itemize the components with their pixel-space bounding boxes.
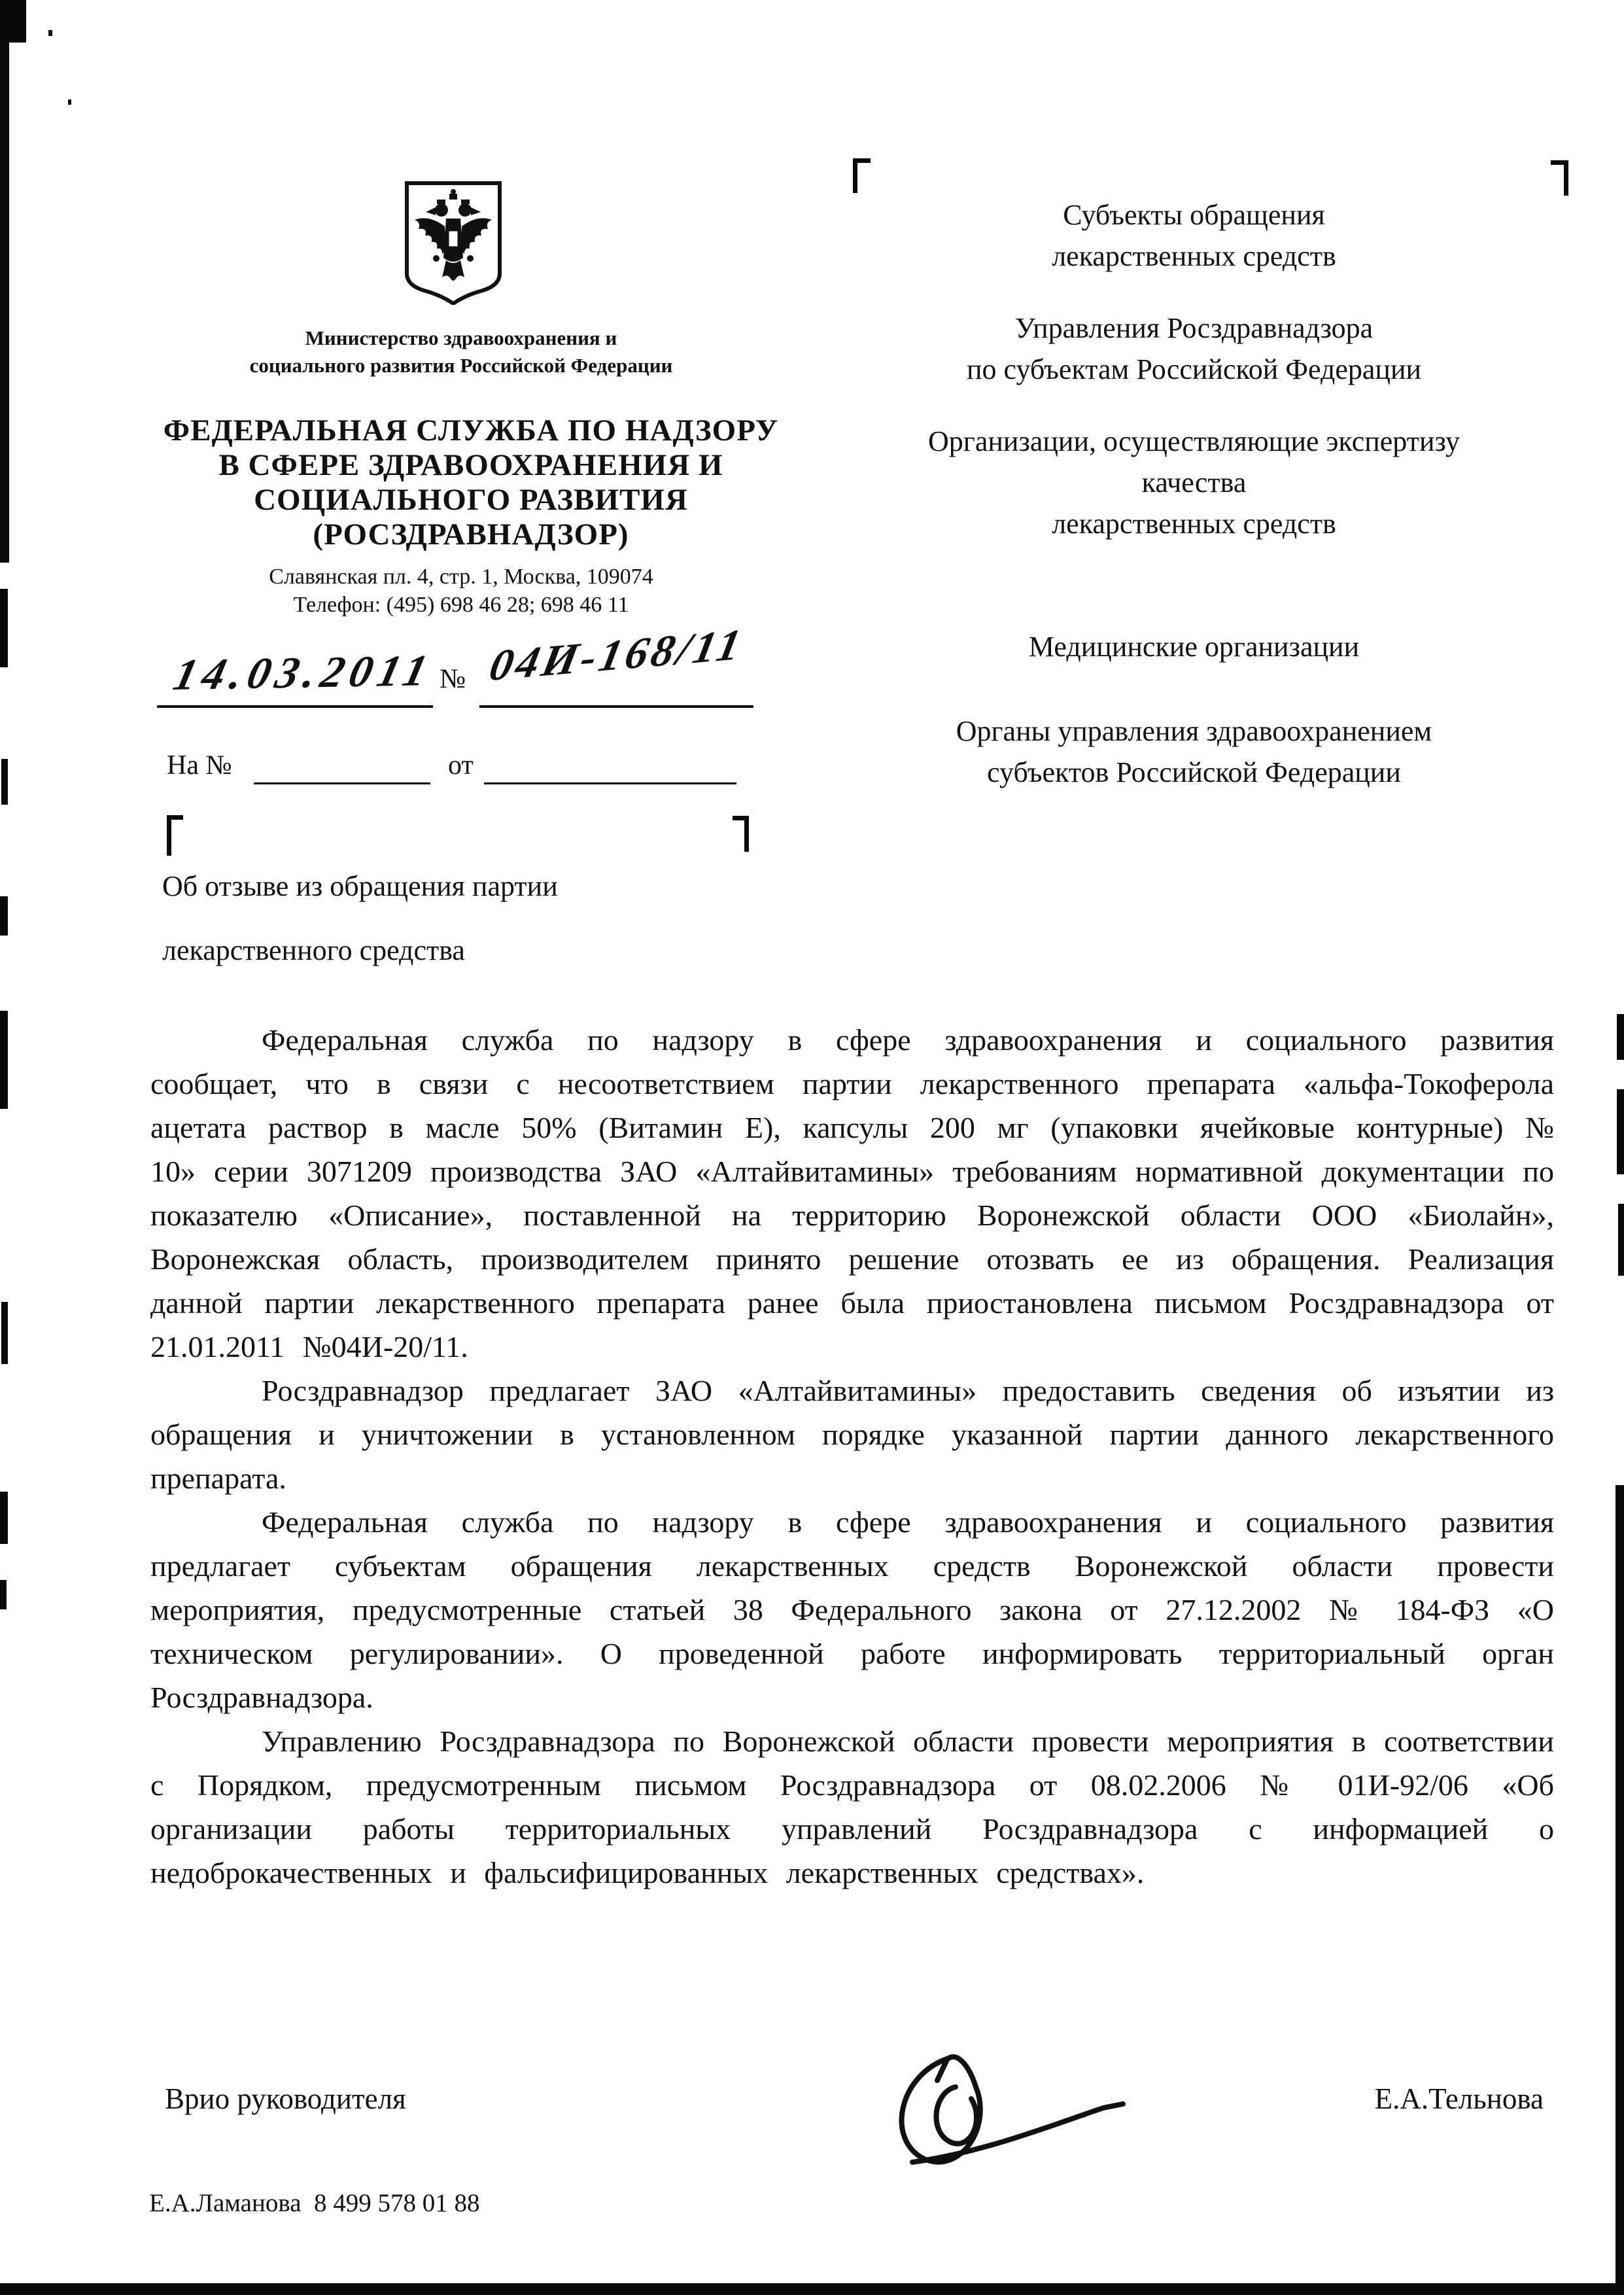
ministry-name-line: Министерство здравоохранения и [305, 326, 617, 349]
address-zone-bracket-right [1551, 160, 1568, 196]
scan-edge-bottom-strip [0, 2283, 1624, 2295]
service-name-line: В СФЕРЕ ЗДРАВООХРАНЕНИЯ И [218, 448, 723, 482]
recipient-group [829, 626, 1559, 667]
recipient-line: Управления Росздравнадзора [1014, 312, 1373, 344]
number-underline [479, 705, 753, 708]
ministry-name-line: социального развития Российской Федерации [249, 354, 673, 377]
ministry-name [147, 324, 775, 379]
recipient-line: субъектов Российской Федерации [987, 756, 1401, 788]
outgoing-date-handwritten: 14.03.2011 [169, 645, 438, 700]
letterhead-contacts [147, 563, 775, 619]
letter-subject [162, 854, 803, 983]
service-name-line: ФЕДЕРАЛЬНАЯ СЛУЖБА ПО НАДЗОРУ [163, 413, 779, 447]
subject-line: лекарственного средства [162, 934, 465, 966]
recipient-line: по субъектам Российской Федерации [966, 353, 1422, 385]
recipient-line: лекарственных средств [1052, 508, 1336, 540]
scan-edge-right-dash [1618, 1204, 1624, 1276]
russia-coat-of-arms-icon [400, 179, 506, 305]
executor-contact: Е.А.Ламанова 8 499 578 01 88 [149, 2189, 480, 2217]
signer-position: Врио руководителя [165, 2082, 406, 2115]
scan-edge-right-dash [1617, 1014, 1624, 1060]
scan-edge-left-strip [0, 0, 9, 563]
recipient-group [829, 307, 1559, 390]
date-underline [157, 705, 433, 708]
service-name-line: СОЦИАЛЬНОГО РАЗВИТИЯ [254, 483, 688, 517]
service-name-line: (РОСЗДРАВНАДЗОР) [313, 517, 629, 552]
recipient-group [829, 194, 1559, 277]
subject-zone-bracket-right [733, 816, 749, 852]
recipient-line: Медицинские организации [1028, 631, 1360, 663]
scan-edge-left-dash [0, 1580, 7, 1609]
scan-edge-left-dash [1, 1302, 8, 1364]
recipient-group [829, 710, 1559, 793]
address-zone-bracket-left [853, 158, 871, 193]
reply-from-label: от [448, 750, 474, 780]
subject-line: Об отзыве из обращения партии [162, 870, 558, 902]
recipient-line: Органы управления здравоохранением [956, 715, 1432, 747]
body-paragraph: Федеральная служба по надзору в сфере здравоохранения и социального развития предлагает субъектам обращения лекарственных средств Воронежской области провести мероприятия, предусмотренные статьей 38 Федерального закона от 27.12.2002 № 184-ФЗ «О техническом регулировании». О проведенной работе информировать территориальный орган Росздравнадзора. [150, 1505, 1554, 1714]
scan-edge-right-strip [1615, 1485, 1624, 2295]
scan-edge-corner-blob [0, 0, 26, 43]
recipient-line: качества [1141, 466, 1247, 499]
service-name [144, 413, 798, 552]
recipient-group [829, 421, 1559, 544]
scan-edge-left-dash [0, 1492, 8, 1544]
scan-edge-left-dash [0, 1011, 8, 1109]
body-paragraph: Росздравнадзор предлагает ЗАО «Алтайвитамины» предоставить сведения об изъятии из обращения и уничтожении в установленном порядке указанной партии данного лекарственного препарата. [150, 1374, 1554, 1495]
signer-name: Е.А.Тельнова [1374, 2082, 1544, 2115]
body-paragraph: Управлению Росздравнадзора по Воронежской области провести мероприятия в соответствии с Порядком, предусмотренным письмом Росздравнадзора от 08.02.2006 № 01И-92/06 «Об организации работы территориальных управлений Росздравнадзора с информацией о недоброкачественных и фальсифицированных лекарственных средствах». [150, 1725, 1554, 1889]
reply-to-number-label: На № [167, 750, 232, 780]
letterhead-address: Славянская пл. 4, стр. 1, Москва, 109074 [269, 565, 653, 589]
recipient-line: Субъекты обращения [1063, 199, 1325, 231]
body-paragraph: Федеральная служба по надзору в сфере здравоохранения и социального развития сообщает, что в связи с несоответствием партии лекарственного препарата «альфа-Токоферола ацетата раствор в масле 50% (Витамин Е), капсулы 200 мг (упаковки ячейковые контурные) № 10» серии 3071209 производства ЗАО «Алтайвитамины» требованиям нормативной документации по показателю «Описание», поставленной на территорию Воронежской области ООО «Биолайн», Воронежская область, производителем принято решение отозвать ее из обращения. Реализация данной партии лекарственного препарата ранее была приостановлена письмом Росздравнадзора от 21.01.2011 №04И-20/11. [150, 1023, 1554, 1363]
number-sign-label: № [440, 664, 466, 694]
handwritten-signature-icon [821, 2046, 1167, 2181]
scan-edge-left-dash [0, 589, 8, 667]
scan-edge-left-dash [1, 759, 8, 805]
letter-body [150, 1018, 1554, 1895]
subject-zone-bracket-left [167, 815, 183, 856]
scan-speck [68, 99, 71, 105]
reply-date-blank [484, 782, 736, 784]
scan-edge-right-dash [1617, 1089, 1624, 1174]
scan-speck [48, 30, 52, 36]
scan-edge-left-dash [0, 896, 8, 936]
letterhead-phone: Телефон: (495) 698 46 28; 698 46 11 [293, 593, 629, 617]
recipient-line: лекарственных средств [1052, 240, 1336, 272]
recipient-line: Организации, осуществляющие экспертизу [928, 425, 1460, 457]
outgoing-number-handwritten: 04И-168/11 [485, 619, 749, 691]
reply-number-blank [254, 782, 430, 784]
